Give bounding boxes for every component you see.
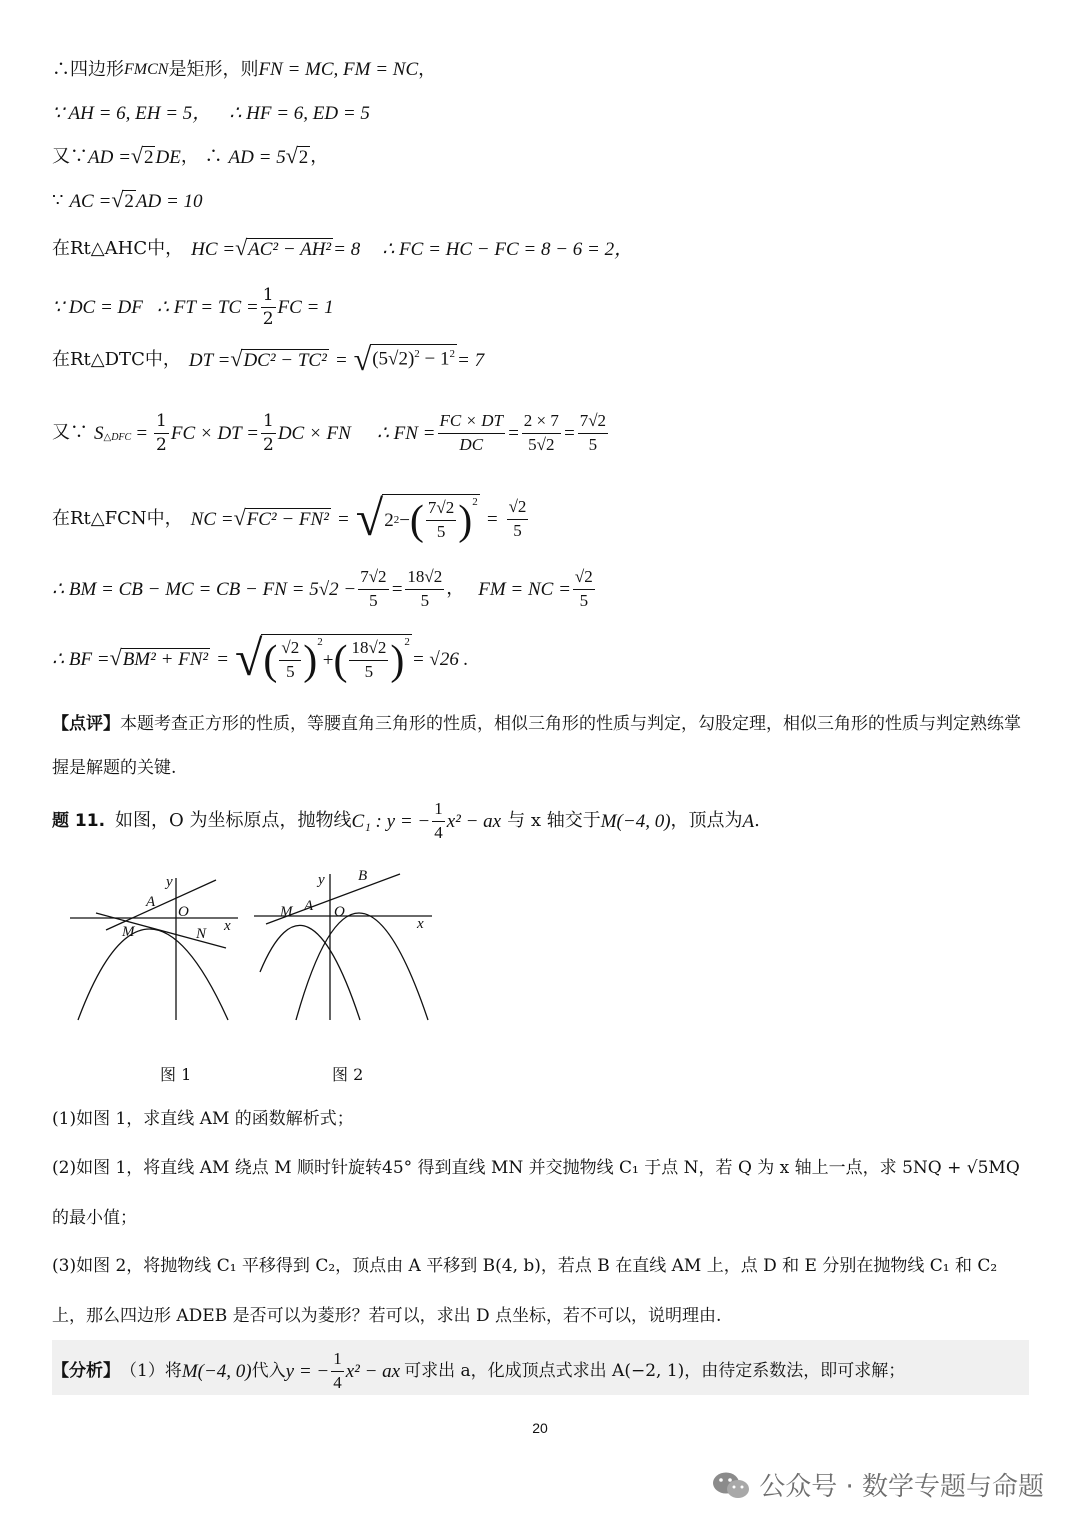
solution-line-8: 又∵ S $_{\triangle DFC}$ = $\frac{1}{2}$ FC × DT = $\frac{1}{2}$ DC × FN ∴ FN = $\frac{FC \times DT}{DC}$ = $\frac{2 \times 7}{5√2}$ = $\frac{7√2}{5}$	[52, 411, 607, 455]
analysis-label: 【分析】	[52, 1360, 120, 1381]
label-y: y	[318, 872, 325, 888]
solution-line-5	[52, 235, 634, 260]
math: y = −	[285, 1360, 330, 1382]
math: = 7	[457, 349, 485, 371]
sqrt-2: √ 2	[285, 143, 309, 168]
math: HC =	[191, 238, 236, 260]
question-2: (2)如图 1，将直线 AM 绕点 M 顺时针旋转45° 得到直线 MN 并交抛物线 C₁ 于点 N，若 Q 为 x 轴上一点，求 5NQ + √5MQ	[52, 1158, 1020, 1178]
label-m: M	[122, 924, 135, 940]
fraction-half: $\frac{1}{2}$	[262, 411, 274, 455]
solution-line-9: 在Rt△FCN中， NC = √ FC² − FN² = √ 2 2 − ( $\frac{7√2}{5}$ ) $^2$ = $\frac{√2}{5}$	[52, 490, 527, 546]
text: ， ∴	[180, 146, 223, 167]
fraction: $\frac{√2}{5}$	[574, 567, 593, 610]
watermark-text: 公众号 · 数学专题与命题	[759, 1472, 1044, 1502]
math: M(−4, 0)	[600, 810, 671, 832]
fraction: $\frac{√2}{5}$	[508, 496, 527, 540]
math: x² − ax	[446, 810, 502, 832]
sqrt-2: √ 2	[130, 143, 154, 168]
math: x² − ax	[345, 1360, 401, 1382]
math: FM = NC =	[478, 578, 571, 600]
fraction: $\frac{18√2}{5}$	[407, 567, 443, 610]
figure-2	[252, 864, 436, 1024]
math: ∴ BF =	[52, 648, 110, 670]
analysis-line	[52, 1350, 905, 1392]
solution-line-3	[52, 143, 329, 168]
math: C₁ : y = −	[351, 810, 431, 832]
sqrt-2: √ 2	[111, 187, 134, 212]
label-x: x	[417, 916, 424, 932]
figure-1	[66, 868, 246, 1023]
label-a: A	[146, 894, 156, 910]
text: 与 x 轴交于	[507, 810, 601, 832]
text: 可求出 a，化成顶点式求出 A(−2, 1)，由待定系数法，即可求解；	[404, 1360, 906, 1381]
label-n: N	[196, 926, 207, 942]
text: 是矩形，则	[168, 58, 259, 80]
sqrt-expr: √ AC² − AH²	[235, 235, 332, 260]
text: 在Rt△FCN中，	[52, 508, 183, 529]
sqrt-nested: √ $(5√2)^2 - 1^2$	[353, 341, 456, 377]
math: DT =	[188, 349, 231, 371]
sqrt-expr: √ DC² − TC²	[230, 346, 327, 371]
math: ∵ DC = DF	[52, 296, 143, 318]
math: DC × FN	[277, 422, 351, 444]
text: ，顶点为	[670, 810, 743, 832]
figure-2-caption: 图 2	[332, 1065, 364, 1084]
review-text: 本题考查正方形的性质，等腰直角三角形的性质，相似三角形的性质与判定，勾股定理，相似三角形的性质与判定熟练掌握是解题的关键.	[52, 714, 1021, 778]
solution-line-6	[52, 286, 334, 328]
figure-1-caption: 图 1	[160, 1065, 192, 1084]
text: 如图，O 为坐标原点，抛物线	[115, 810, 352, 832]
wechat-icon	[711, 1470, 751, 1500]
parabola-c1	[260, 925, 360, 1020]
text: （1）将	[120, 1360, 182, 1381]
fraction: $\frac{2 \times 7}{5√2}$	[523, 411, 559, 454]
text: ∵	[52, 190, 64, 211]
fraction: $\frac{FC \times DT}{DC}$	[439, 411, 503, 454]
sqrt-expr: √ FC² − FN²	[233, 505, 329, 530]
math: NC =	[190, 508, 234, 530]
parabola-c2	[296, 913, 428, 1020]
math: ∴ HF = 6, ED = 5	[229, 103, 370, 124]
text: ∴四边形	[52, 58, 124, 80]
label-o: O	[334, 904, 345, 920]
review-paragraph	[52, 702, 1032, 790]
fraction-half: $\frac{1}{2}$	[156, 411, 167, 455]
text: 在Rt△DTC中，	[52, 349, 181, 370]
math: AC =	[69, 190, 112, 212]
subscript: △DFC	[103, 432, 132, 444]
math: = 8	[333, 238, 361, 260]
text: 又∵	[52, 146, 88, 167]
math: AD = 5	[228, 146, 286, 168]
text: ，	[310, 146, 329, 167]
math: ∴ FT = TC =	[156, 296, 259, 318]
fraction: $\frac{7√2}{5}$	[579, 411, 607, 454]
question-3: (3)如图 2，将抛物线 C₁ 平移得到 C₂，顶点由 A 平移到 B(4, b)，若点 B 在直线 AM 上，点 D 和 E 分别在抛物线 C₁ 和 C₂	[52, 1256, 998, 1276]
fraction: $\frac{7√2}{5}$	[360, 567, 387, 610]
question-2-cont: 的最小值；	[52, 1208, 137, 1228]
question-3-cont: 上，那么四边形 ADEB 是否可以为菱形？若可以，求出 D 点坐标，若不可以，说明理由.	[52, 1306, 722, 1326]
math: FC × DT =	[170, 422, 259, 444]
solution-line-7: 在Rt△DTC中， DT = √ DC² − TC² = √ $(5√2)^2 - 1^2$ = 7	[52, 341, 485, 377]
math: A	[742, 810, 755, 832]
math: AD = 10	[135, 190, 203, 212]
label-y: y	[166, 874, 173, 890]
math: = √26 .	[411, 648, 469, 670]
math: ∵ AH = 6, EH = 5，	[52, 103, 212, 124]
review-label: 【点评】	[52, 714, 120, 734]
sqrt-nested: √ 2 2 − ( $\frac{7√2}{5}$ ) $^2$	[355, 490, 478, 546]
label-b: B	[358, 868, 368, 884]
page-number: 20	[532, 1420, 548, 1436]
math: M(−4, 0)	[181, 1360, 252, 1382]
fraction: $\frac{1}{4}$	[333, 1349, 342, 1392]
math: DE	[155, 146, 181, 168]
math: ∴ FN =	[376, 422, 436, 444]
math: AD =	[88, 146, 131, 168]
problem-statement: 题 11. 如图，O 为坐标原点，抛物线 C₁ : y = − $\frac{1}{4}$ x² − ax 与 x 轴交于 M(−4, 0) ，顶点为 A .	[52, 799, 760, 842]
sqrt-expr: √ BM² + FN²	[109, 645, 209, 670]
text: 代入	[251, 1360, 286, 1381]
math: S	[94, 422, 104, 444]
label-x: x	[224, 918, 231, 934]
solution-line-4	[52, 187, 203, 212]
watermark	[711, 1466, 1044, 1503]
math: FC = 1	[277, 296, 334, 318]
problem-label: 题 11.	[52, 810, 106, 831]
math: FN = MC, FM = NC	[258, 59, 419, 80]
fraction-half: $\frac{1}{2}$	[262, 285, 274, 329]
text: 在Rt△AHC中，	[52, 238, 184, 259]
solution-line-10: ∴ BM = CB − MC = CB − FN = 5√2 − $\frac{7√2}{5}$ = $\frac{18√2}{5}$ ， FM = NC = $\frac{√2}{5}$	[52, 567, 593, 610]
solution-line-11: ∴ BF = √ BM² + FN² = √ ( $\frac{√2}{5}$ ) $^2$ + ( $\frac{18√2}{5}$ ) $^2$ = √26 .	[52, 630, 469, 686]
label-a: A	[304, 898, 314, 914]
sqrt-nested: √ ( $\frac{√2}{5}$ ) $^2$ + ( $\frac{18√2}{5}$ ) $^2$	[234, 630, 410, 686]
question-1: (1)如图 1，求直线 AM 的函数解析式；	[52, 1109, 354, 1129]
math: FMCN	[124, 60, 169, 78]
math: ∴ BM = CB − MC = CB − FN = 5√2 −	[52, 578, 357, 600]
solution-line-1	[52, 60, 436, 79]
label-m: M	[280, 904, 293, 920]
text: ，	[418, 58, 437, 80]
math: ∴ FC = HC − FC = 8 − 6 = 2，	[382, 238, 634, 260]
line-am	[106, 880, 216, 930]
label-o: O	[178, 904, 189, 920]
fraction: $\frac{1}{4}$	[434, 799, 443, 842]
text: 又∵	[52, 422, 88, 444]
solution-line-2	[52, 104, 370, 123]
